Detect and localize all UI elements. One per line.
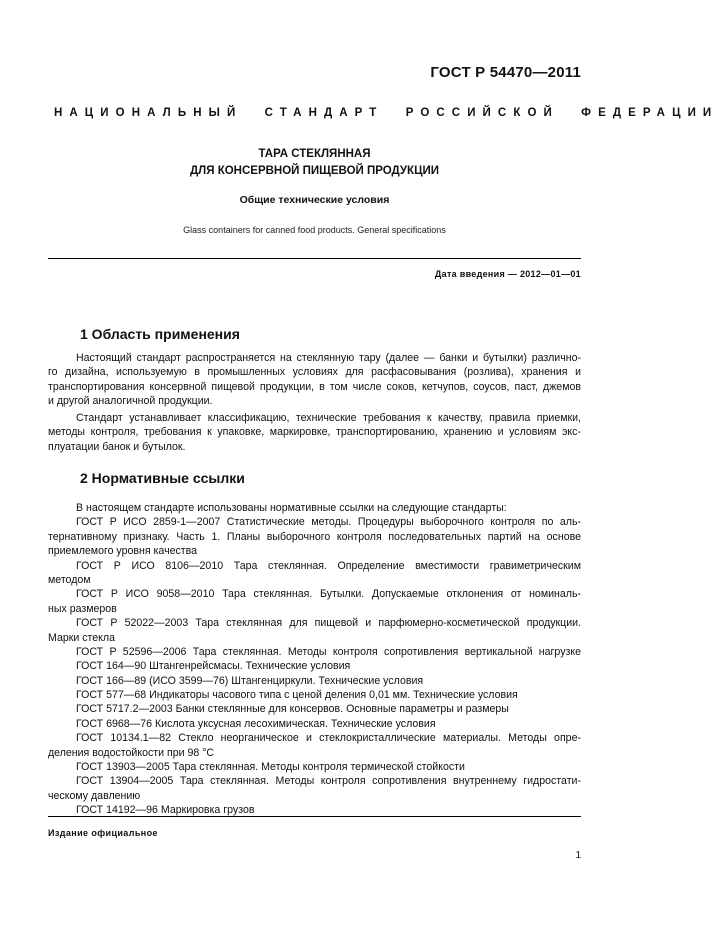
reference-line: ГОСТ 166—89 (ИСО 3599—76) Штангенциркули. Технические условия	[76, 674, 424, 687]
title-line-2: ДЛЯ КОНСЕРВНОЙ ПИЩЕВОЙ ПРОДУКЦИИ	[189, 165, 439, 177]
reference-line: ГОСТ Р ИСО 8106—2010 Тара стеклянная. Определение вместимости гравиметрическим	[76, 559, 581, 572]
reference-line: ГОСТ 10134.1—82 Стекло неорганическое и стеклокристаллические материалы. Методы опре-	[76, 732, 581, 745]
reference-line: ГОСТ 5717.2—2003 Банки стеклянные для консервов. Основные параметры и размеры	[76, 703, 509, 716]
reference-line: ГОСТ 14192—96 Маркировка грузов	[76, 804, 255, 817]
reference-line: ГОСТ 6968—76 Кислота уксусная лесохимическая. Технические условия	[76, 717, 436, 730]
reference-line: ГОСТ 164—90 Штангенрейсмасы. Технические условия	[76, 660, 351, 673]
reference-line: Марки стекла	[48, 631, 115, 644]
reference-line: ГОСТ 13904—2005 Тара стеклянная. Методы контроля сопротивления внутреннему гидростати-	[76, 775, 581, 788]
section-1-heading: 1 Область применения	[80, 326, 240, 342]
edition-label: Издание официальное	[48, 828, 158, 838]
section-2-heading: 2 Нормативные ссылки	[80, 470, 245, 486]
reference-line: ГОСТ Р 52022—2003 Тара стеклянная для пищевой и парфюмерно-косметической продукции.	[76, 617, 581, 630]
standard-header-word: ФЕДЕРАЦИИ	[581, 107, 719, 119]
page-number: 1	[575, 850, 581, 861]
reference-line: ГОСТ Р ИСО 2859-1—2007 Статистические методы. Процедуры выборочного контроля по аль-	[76, 516, 581, 529]
text-line: транспортирования консервной пищевой продукции, в том числе соков, кетчупов, соусов, паст, джемов	[48, 380, 581, 393]
section-1-paragraph-2	[48, 411, 581, 454]
standard-header-word: НАЦИОНАЛЬНЫЙ	[54, 107, 243, 119]
subtitle: Общие технические условия	[239, 194, 390, 206]
text-line: Настоящий стандарт распространяется на стеклянную тару (далее — банки и бутылки) различно-	[76, 352, 581, 364]
reference-line: В настоящем стандарте использованы нормативные ссылки на следующие стандарты:	[76, 502, 507, 514]
normative-references-list	[48, 501, 581, 818]
reference-line: деления водостойкости при 98 °С	[48, 746, 215, 759]
reference-line: методом	[48, 573, 91, 586]
document-number: ГОСТ Р 54470—2011	[430, 64, 581, 81]
reference-line: ГОСТ 577—68 Индикаторы часового типа с ценой деления 0,01 мм. Технические условия	[76, 689, 518, 702]
standard-header-word: СТАНДАРТ	[264, 107, 384, 119]
text-line: методы контроля, требования к упаковке, маркировке, транспортированию, хранению и условиям экс-	[48, 426, 581, 439]
standard-header-word: РОССИЙСКОЙ	[405, 107, 559, 119]
standard-header	[48, 107, 719, 119]
section-1-paragraph-1	[48, 351, 581, 409]
reference-line: ных размеров	[48, 602, 117, 615]
header-divider	[48, 258, 581, 259]
reference-line: ГОСТ 13903—2005 Тара стеклянная. Методы контроля термической стойкости	[76, 761, 465, 774]
reference-line: тернативному признаку. Часть 1. Планы выборочного контроля последовательных партий на основе	[48, 530, 581, 543]
english-title: Glass containers for canned food products. General specifications	[183, 225, 446, 235]
text-line: плуатации банок и бутылок.	[48, 440, 186, 453]
reference-line: ГОСТ Р ИСО 9058—2010 Тара стеклянная. Бутылки. Допускаемые отклонения от номиналь-	[76, 588, 581, 601]
title-line-1: ТАРА СТЕКЛЯННАЯ	[258, 148, 371, 160]
introduction-date: Дата введения — 2012—01—01	[434, 269, 581, 279]
footer-divider	[48, 816, 581, 817]
reference-line: ческому давлению	[48, 789, 141, 802]
reference-line: приемлемого уровня качества	[48, 545, 198, 558]
text-line: го дизайна, используемую в промышленных условиях для расфасовывания (розлива), хранения и	[48, 366, 581, 379]
reference-line: ГОСТ Р 52596—2006 Тара стеклянная. Методы контроля сопротивления вертикальной нагрузке	[76, 645, 581, 658]
text-line: Стандарт устанавливает классификацию, технические требования к качеству, правила приемки,	[76, 412, 581, 424]
text-line: и другой аналогичной продукции.	[48, 395, 213, 408]
